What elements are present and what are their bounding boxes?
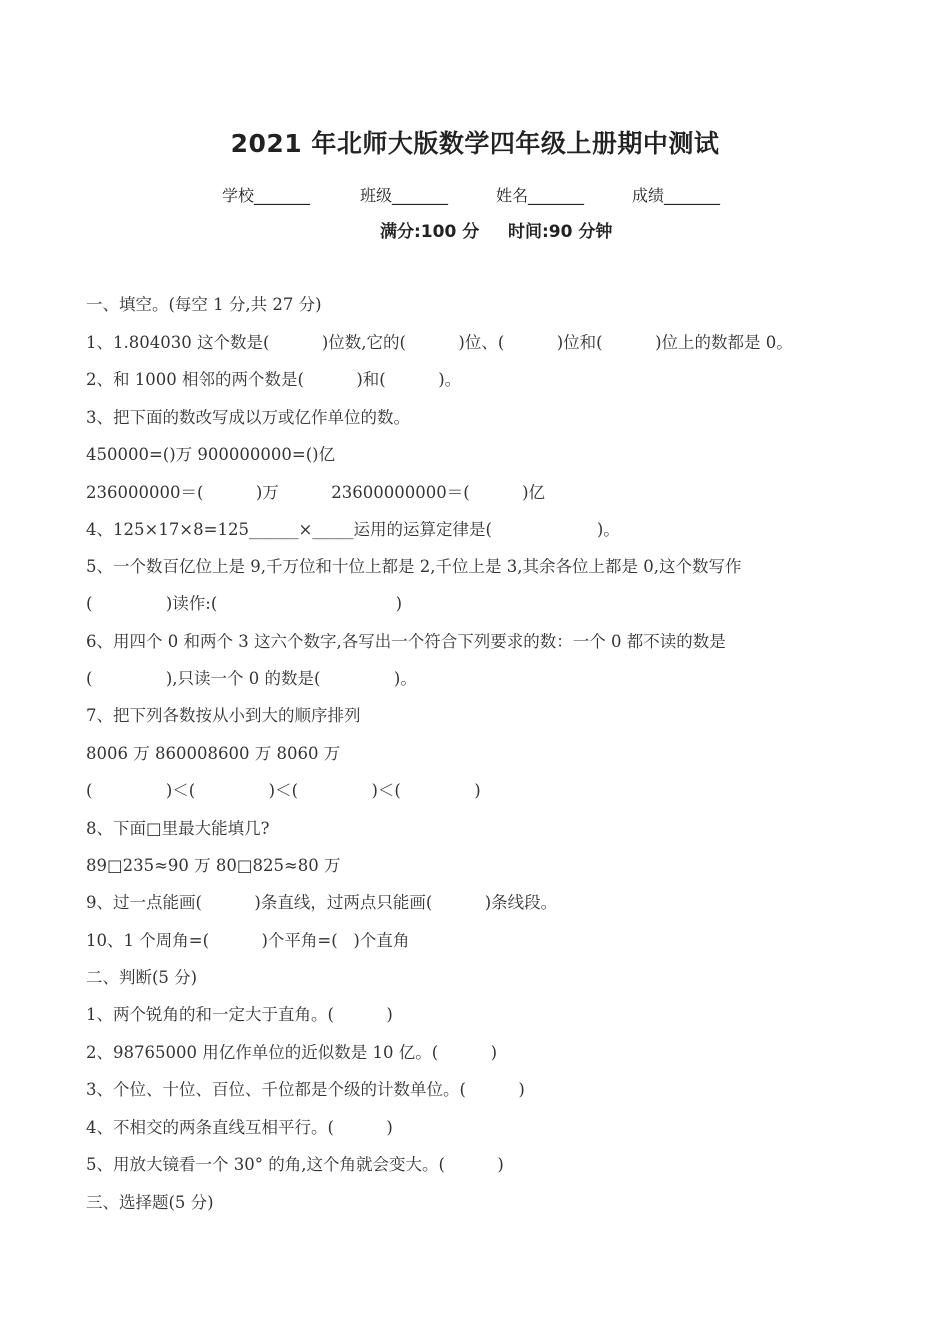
question-line: 1、1.804030 这个数是( )位数,它的( )位、( )位和( )位上的数都是 0。 (86, 333, 793, 352)
question-line: 9、过一点能画( )条直线，过两点只能画( )条线段。 (86, 893, 558, 912)
question-line: 8006 万 860008600 万 8060 万 (86, 744, 341, 763)
section-heading-judge: 二、判断(5 分) (86, 968, 198, 987)
school-field: 学校_______ (222, 186, 311, 205)
question-line: 6、用四个 0 和两个 3 这六个数字,各写出一个符合下列要求的数：一个 0 都不读的数是 (86, 632, 726, 651)
question-line: 450000=()万 900000000=()亿 (86, 445, 336, 464)
question-line: 3、把下面的数改写成以万或亿作单位的数。 (86, 408, 410, 427)
section-heading-fill: 一、填空。(每空 1 分,共 27 分) (86, 295, 322, 314)
question-line: 89□235≈90 万 80□825≈80 万 (86, 856, 341, 875)
score-field: 成绩_______ (632, 186, 721, 205)
question-line: 10、1 个周角=( )个平角=( )个直角 (86, 931, 410, 950)
question-line: ( )＜( )＜( )＜( ) (86, 781, 481, 800)
question-line: ( ),只读一个 0 的数是( )。 (86, 669, 417, 688)
page-title: 2021 年北师大版数学四年级上册期中测试 (230, 129, 720, 158)
name-field: 姓名_______ (496, 186, 585, 205)
question-line: 8、下面□里最大能填几? (86, 819, 270, 838)
question-line: 3、个位、十位、百位、千位都是个级的计数单位。( ) (86, 1080, 525, 1099)
question-line: 7、把下列各数按从小到大的顺序排列 (86, 706, 361, 725)
class-field: 班级_______ (360, 186, 449, 205)
full-marks: 满分:100 分 (380, 222, 480, 242)
section-heading-choice: 三、选择题(5 分) (86, 1193, 214, 1212)
question-line: 236000000＝( )万 23600000000＝( )亿 (86, 483, 546, 502)
question-line: 4、125×17×8=125______×_____运用的运算定律是( )。 (86, 520, 620, 539)
question-line: 4、不相交的两条直线互相平行。( ) (86, 1118, 393, 1137)
question-line: 2、和 1000 相邻的两个数是( )和( )。 (86, 370, 462, 389)
question-line: 5、用放大镜看一个 30° 的角,这个角就会变大。( ) (86, 1155, 504, 1174)
question-line: ( )读作:( ) (86, 594, 403, 613)
question-line: 2、98765000 用亿作单位的近似数是 10 亿。( ) (86, 1043, 498, 1062)
question-line: 1、两个锐角的和一定大于直角。( ) (86, 1005, 393, 1024)
question-line: 5、一个数百亿位上是 9,千万位和十位上都是 2,千位上是 3,其余各位上都是 0,这个数写作 (86, 557, 742, 576)
exam-time: 时间:90 分钟 (508, 222, 613, 242)
